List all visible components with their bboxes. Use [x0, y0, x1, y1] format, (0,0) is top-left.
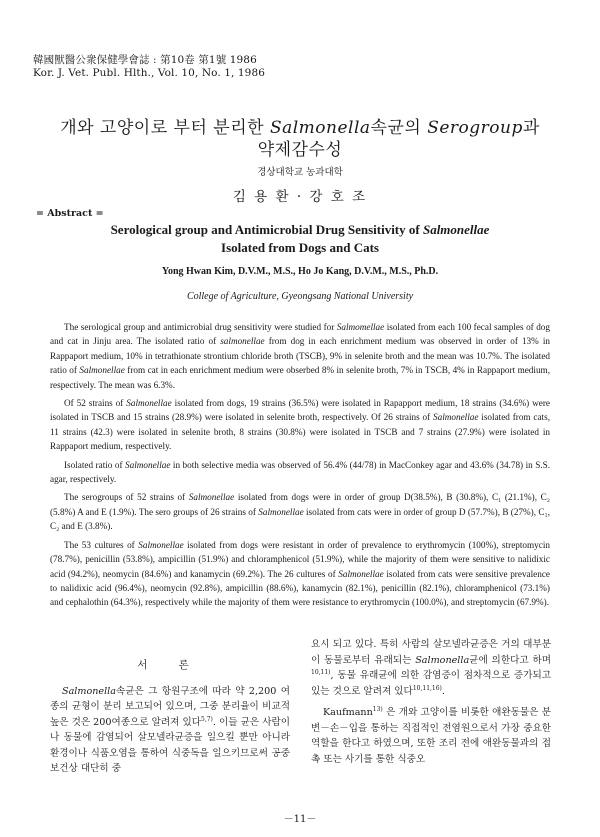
english-title [70, 221, 530, 257]
intro-text: 속균은 그 항원구조에 따라 약 2,200 여종의 균형이 분리 보고되어 있으며, 그중 분리율이 비교적 높은 것은 200여종으로 알려져 있다 [50, 685, 290, 728]
citation-ref: 10,11) [311, 668, 331, 676]
english-title-part1: Serological group and Antimicrobial Drug Sensitivity of [110, 222, 423, 237]
english-affiliation: College of Agriculture, Gyeongsang National University [186, 291, 414, 302]
citation-ref: 10,11,16) [412, 684, 442, 692]
intro-text-cont: . 이들 균은 사람이나 동물에 감염되어 살모넬라균증을 일으킬 뿐만 아니라 환경이나 식품오염을 통하여 식중독을 일으키므로써 공중보건상 대단히 중 [50, 716, 290, 774]
korean-title-part1: 개와 고양이로 부터 분리한 [60, 118, 270, 138]
citation-ref: 5,7) [201, 715, 213, 723]
english-authors: Yong Hwan Kim, D.V.M., M.S., Ho Jo Kang, D.V.M., M.S., Ph.D. [161, 266, 439, 277]
page-number: －11－ [283, 814, 317, 825]
genus-name: Salmonellae [125, 459, 171, 470]
abstract-paragraph: The serological group and antimicrobial drug sensitivity were studied for Salmomellae isolated from each 100 fecal samples of dog and cat in Jinju area. The isolated ratio of salmonellae from dog in each enrichment medium was observed in order of 13% in Rappaport medium, 10% in tetrathionate strontium chloride broth (TSCB), 9% in selenite broth and the mean was 10.7%. The isolated ratio of Salmonellae from cat in each enrichment medium were obserbed 8% in selenite broth, 7% in TSCB, 4% in Rappaport medium, respectively. The mean was 6.3%. [50, 322, 550, 390]
genus-name: Salmonellae [188, 492, 235, 503]
abstract-paragraph: The serogroups of 52 strains of Salmonellae isolated from dogs were in order of group D(38.5%), B (30.8%), C₁ (21.1%), C₂ (5.8%) A and E (1.9%). The sero groups of 26 strains of Salmonellae isolated from cats were in order of group D (57.7%), B (27%), C₁, C₂ and E (3.8%). [50, 492, 551, 532]
continued-paragraph [311, 637, 551, 699]
korean-title-latin2: Serogroup [427, 118, 523, 138]
korean-title-part3: 과 [522, 118, 540, 138]
genus-name: Salmonellae [126, 398, 172, 409]
genus-name: Salmonellae [258, 506, 304, 517]
journal-title-en: Kor. J. Vet. Publ. Hlth., Vol. 10, No. 1, 1986 [33, 67, 266, 79]
introduction-heading: 서 론 [137, 659, 203, 671]
korean-authors: 김 용 환 · 강 호 조 [232, 189, 368, 205]
korean-title-part2: 속균의 [370, 118, 428, 138]
journal-title-ko: 韓國獸醫公衆保健學會誌 : 第10卷 第1號 1986 [33, 54, 257, 66]
korean-affiliation: 경상대학교 농과대학 [257, 167, 343, 178]
abstract-paragraph: Isolated ratio of Salmonellae in both selective media was observed of 56.4% (44/78) in MacConkey agar and 43.6% (34.78) in S.S. agar, respectively. [50, 459, 551, 485]
abstract-paragraph: The 53 cultures of Salmonellae isolated from dogs were resistant in order of prevalence to erythromycin (100%), streptomycin (78.7%), penicillin (53.8%), ampicillin (51.9%) and chloramphenicol (51.9%), while the majority of them were sensitive to nalidixic acid (94.2%), neomycin (84.6%) and kanamycin (69.2%). The 26 cultures of Salmonellae isolated from cats were sensitive prevalence to nalidixic acid (96.4%), neomycin (92.8%), ampicillin (88.6%), kanamycin (82.1%), penicillin (82.1%), chloramphenicol (73.1%) and cephalothin (64.3%), respectively while the majority of them were resistance to erythromycin (100.0%), and streptomycin (67.9%). [50, 539, 550, 608]
kaufmann-paragraph [311, 705, 551, 767]
genus-name: Salmonella [62, 685, 116, 697]
abstract-label: = Abstract = [36, 208, 104, 219]
abstract-body [50, 320, 550, 614]
genus-name: Salmonellae [433, 412, 479, 423]
right-text-3: , 동물 유래균에 의한 감염증이 점차적으로 증가되고 있는 것으로 알려져 있다 [311, 670, 551, 697]
genus-name: Salmonellae [138, 539, 184, 550]
kaufmann-text: 은 개와 고양이를 비롯한 애완동물은 분변－손－입을 통하는 직접적인 전염원으로서 가장 중요한 역할을 한다고 하였으며, 또한 조리 전에 애완동물과의 접촉 또는 사기를 통한 식중오 [311, 707, 551, 765]
korean-title-latin1: Salmonella [269, 118, 371, 138]
citation-ref: 13) [372, 705, 383, 713]
genus-name: Salmonella [415, 654, 470, 666]
genus-name: salmonellae [220, 336, 265, 347]
journal-header [33, 54, 265, 80]
right-text-2: 균에 의한다고 하며 [469, 654, 551, 666]
left-column [50, 658, 290, 777]
right-text-1: 요시 되고 있다. 특히 사람의 살모넬라균증은 거의 대부분이 동물로부터 유래되는 [311, 639, 551, 666]
korean-title [40, 117, 560, 161]
english-title-latin: Salmonellae [422, 222, 490, 237]
introduction-paragraph [50, 684, 290, 777]
genus-name: Salmomellae [336, 322, 385, 332]
right-text-4: . [441, 685, 445, 697]
author-name: Kaufmann [323, 707, 373, 718]
english-title-line2: Isolated from Dogs and Cats [221, 240, 379, 255]
genus-name: Salmonellae [338, 568, 384, 579]
abstract-paragraph: Of 52 strains of Salmonellae isolated from dogs, 19 strains (36.5%) were isolated in Rapapport medium, 18 strains (34.6%) were isolated in TSCB and 15 strains (28.9%) were isolated in selenite broth, respectively. Of 26 strains of Salmonellae isolated from cats, 11 strains (42.3) were isolated in selenite broth, 8 strains (30.8%) were isolated in TSCB and 7 strains (27.9%) were isolated in Rappaport medium, respectively. [50, 398, 550, 452]
genus-name: Salmonellae [79, 365, 125, 376]
korean-title-line2: 약제감수성 [257, 140, 343, 160]
right-column [311, 637, 551, 767]
